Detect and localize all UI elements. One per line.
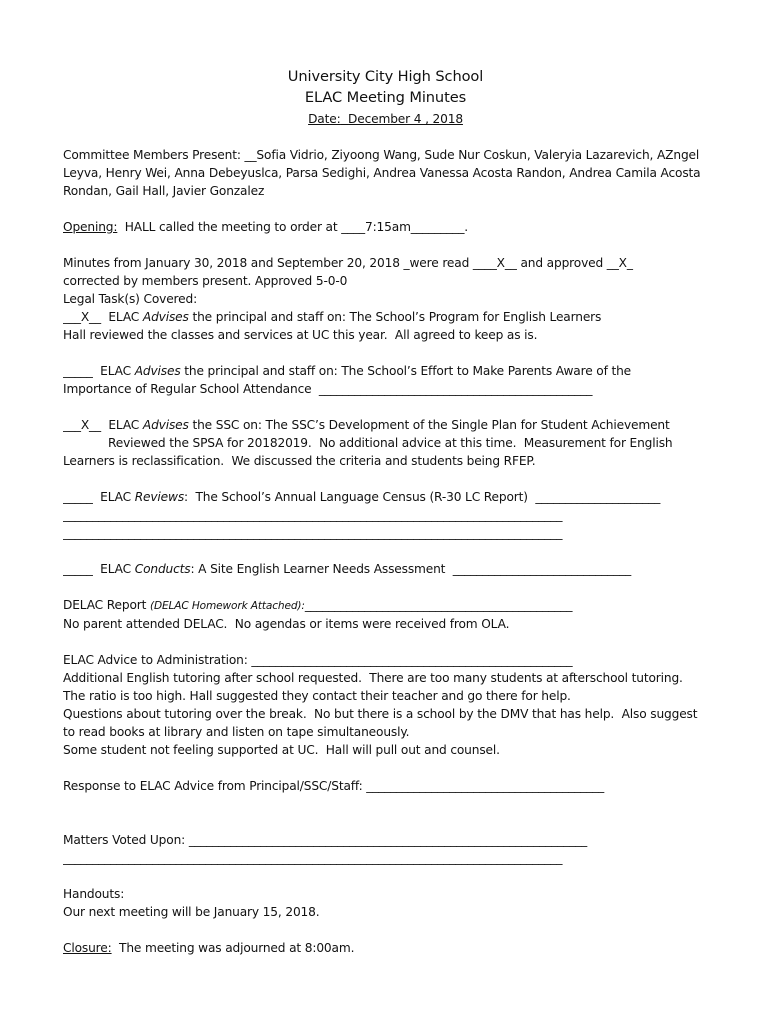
document-header	[63, 66, 708, 129]
opening-text: HALL called the meeting to order at ____7:15am_________.	[117, 220, 469, 234]
attendance-section	[63, 362, 708, 398]
minutes-line: Hall reviewed the classes and services at UC this year. All agreed to keep as is.	[63, 328, 538, 342]
advises-word: Advises	[142, 310, 189, 324]
ssc-advise-line	[63, 416, 708, 434]
advice-section	[63, 651, 708, 759]
closure-label: Closure:	[63, 941, 112, 955]
response-section	[63, 777, 708, 795]
date-label: Date:	[308, 112, 341, 126]
handouts-label: Handouts:	[63, 887, 125, 901]
blank-line: ____________________________________________________________________________________	[63, 526, 563, 540]
delac-line	[63, 596, 708, 615]
checkbox-mark: ___X__ ELAC	[63, 418, 143, 432]
delac-text: No parent attended DELAC. No agendas or items were received from OLA.	[63, 617, 510, 631]
assessment-text: : A Site English Learner Needs Assessment ______________________________	[190, 562, 632, 576]
voted-section	[63, 831, 708, 867]
delac-label: DELAC Report	[63, 598, 150, 612]
voted-line: Matters Voted Upon: ___________________________________________________________________	[63, 833, 588, 847]
advice-heading: ELAC Advice to Administration: ______________________________________________________	[63, 653, 573, 667]
committee-line: Committee Members Present: __Sofia Vidrio, Ziyoong Wang, Sude Nur Coskun, Valeryia Lazarevich, AZngel	[63, 148, 700, 162]
minutes-line: Minutes from January 30, 2018 and September 20, 2018 _were read ____X__ and approved __X_	[63, 256, 633, 270]
meeting-date	[63, 109, 708, 129]
assessment-section	[63, 560, 708, 578]
conducts-word: Conducts	[134, 562, 191, 576]
minutes-document	[63, 66, 708, 957]
attendance-line: Importance of Regular School Attendance ______________________________________________	[63, 382, 593, 396]
checkbox-mark: _____ ELAC	[63, 364, 135, 378]
legal-tasks-heading: Legal Task(s) Covered:	[63, 292, 198, 306]
committee-section	[63, 146, 708, 200]
date-spacer	[341, 112, 348, 126]
advice-line: The ratio is too high. Hall suggested they contact their teacher and go there for help.	[63, 689, 571, 703]
advises-word: Advises	[142, 418, 189, 432]
blank-line: ____________________________________________________________________________________	[63, 851, 563, 865]
minutes-section	[63, 254, 708, 344]
ssc-line: Learners is reclassification. We discussed the criteria and students being RFEP.	[63, 454, 536, 468]
checkbox-mark: _____ ELAC	[63, 562, 135, 576]
closure-text: The meeting was adjourned at 8:00am.	[111, 941, 355, 955]
assessment-line	[63, 560, 708, 578]
checkbox-mark: _____ ELAC	[63, 490, 135, 504]
opening-section	[63, 218, 708, 236]
program-advise-line	[63, 308, 708, 326]
advice-line: to read books at library and listen on tape simultaneously.	[63, 725, 410, 739]
handouts-section	[63, 885, 708, 921]
blank-line: ____________________________________________________________________________________	[63, 508, 563, 522]
advise-text: the principal and staff on: The School’s Program for English Learners	[188, 310, 602, 324]
delac-section	[63, 596, 708, 633]
opening-label: Opening:	[63, 220, 118, 234]
census-text: : The School’s Annual Language Census (R-30 LC Report) _____________________	[184, 490, 661, 504]
blank-line: _____________________________________________	[304, 598, 573, 612]
attendance-advise-line	[63, 362, 708, 380]
reviews-word: Reviews	[134, 490, 185, 504]
date-value: December 4 , 2018	[348, 112, 463, 126]
closure-line	[63, 939, 708, 957]
census-section	[63, 488, 708, 542]
next-meeting-line: Our next meeting will be January 15, 2018.	[63, 905, 320, 919]
committee-line: Rondan, Gail Hall, Javier Gonzalez	[63, 184, 265, 198]
advice-line: Additional English tutoring after school requested. There are too many students at afterschool tutoring.	[63, 671, 683, 685]
advice-line: Questions about tutoring over the break. No but there is a school by the DMV that has help. Also suggest	[63, 707, 698, 721]
checkbox-mark: ___X__ ELAC	[63, 310, 143, 324]
response-line: Response to ELAC Advice from Principal/SSC/Staff: ________________________________________	[63, 779, 605, 793]
advise-text: the principal and staff on: The School’s Effort to Make Parents Aware of the	[180, 364, 631, 378]
delac-note: (DELAC Homework Attached):	[150, 600, 305, 612]
opening-line	[63, 218, 708, 236]
ssc-section	[63, 416, 708, 470]
advise-text: the SSC on: The SSC’s Development of the Single Plan for Student Achievement	[188, 418, 670, 432]
school-name: University City High School	[287, 68, 484, 85]
document-title: ELAC Meeting Minutes	[304, 89, 467, 106]
minutes-line: corrected by members present. Approved 5-0-0	[63, 274, 348, 288]
advice-line: Some student not feeling supported at UC. Hall will pull out and counsel.	[63, 743, 500, 757]
census-line	[63, 488, 708, 506]
advises-word: Advises	[134, 364, 181, 378]
closure-section	[63, 939, 708, 957]
ssc-line: Reviewed the SPSA for 20182019. No additional advice at this time. Measurement for English	[108, 436, 673, 450]
committee-line: Leyva, Henry Wei, Anna Debeyuslca, Parsa Sedighi, Andrea Vanessa Acosta Randon, Andrea Camila Acosta	[63, 166, 701, 180]
